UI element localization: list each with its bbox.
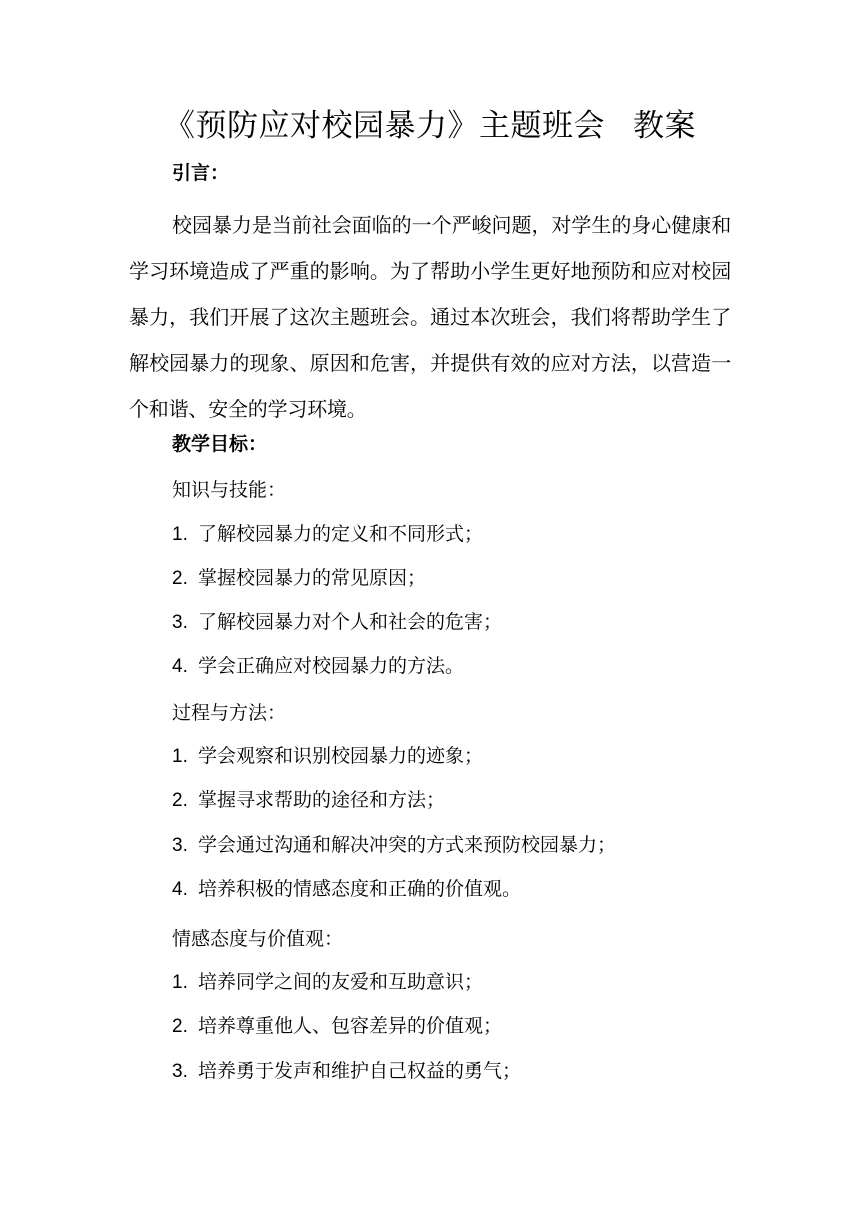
list-item-number: 1. xyxy=(172,746,188,767)
knowledge-label: 知识与技能： xyxy=(172,479,287,501)
list-item-number: 2. xyxy=(172,790,188,811)
list-item xyxy=(172,1059,521,1084)
list-item-text: 培养尊重他人、包容差异的价值观； xyxy=(198,1015,503,1037)
objectives-heading: 教学目标： xyxy=(172,433,268,455)
list-item-number: 1. xyxy=(172,524,188,545)
list-item-number: 4. xyxy=(172,656,188,677)
list-item-text: 掌握校园暴力的常见原因； xyxy=(198,567,427,589)
intro-paragraph: 校园暴力是当前社会面临的一个严峻问题，对学生的身心健康和学习环境造成了严重的影响。为了帮助小学生更好地预防和应对校园暴力，我们开展了这次主题班会。通过本次班会，我们将帮助学生了解校园暴力的现象、原因和危害，并提供有效的应对方法，以营造一个和谐、安全的学习环境。 xyxy=(129,213,731,421)
list-item xyxy=(172,788,445,813)
list-item xyxy=(172,833,616,858)
list-item xyxy=(172,610,502,635)
list-item xyxy=(172,970,483,995)
list-item-text: 学会观察和识别校园暴力的迹象； xyxy=(198,745,484,767)
list-item xyxy=(172,877,521,902)
list-item-text: 掌握寻求帮助的途径和方法； xyxy=(198,789,446,811)
list-item xyxy=(172,522,483,547)
document-title-main: 《预防应对校园暴力》主题班会 xyxy=(164,108,605,144)
list-item-number: 4. xyxy=(172,879,188,900)
list-item-text: 培养同学之间的友爱和互助意识； xyxy=(198,971,484,993)
list-item-text: 培养积极的情感态度和正确的价值观。 xyxy=(198,878,522,900)
list-item xyxy=(172,744,483,769)
list-item-text: 培养勇于发声和维护自己权益的勇气； xyxy=(198,1060,522,1082)
list-item-text: 了解校园暴力的定义和不同形式； xyxy=(198,523,484,545)
emotion-label: 情感态度与价值观： xyxy=(172,928,344,950)
intro-heading: 引言： xyxy=(172,162,230,184)
list-item-number: 3. xyxy=(172,612,188,633)
document-title xyxy=(0,104,860,148)
process-label: 过程与方法： xyxy=(172,702,287,724)
list-item-number: 2. xyxy=(172,1016,188,1037)
list-item xyxy=(172,1014,502,1039)
list-item-number: 1. xyxy=(172,972,188,993)
list-item-text: 学会正确应对校园暴力的方法。 xyxy=(198,655,465,677)
list-item xyxy=(172,654,464,679)
list-item-number: 2. xyxy=(172,568,188,589)
list-item xyxy=(172,566,426,591)
list-item-number: 3. xyxy=(172,835,188,856)
list-item-number: 3. xyxy=(172,1061,188,1082)
list-item-text: 了解校园暴力对个人和社会的危害； xyxy=(198,611,503,633)
list-item-text: 学会通过沟通和解决冲突的方式来预防校园暴力； xyxy=(198,834,617,856)
document-title-suffix: 教案 xyxy=(633,108,696,144)
